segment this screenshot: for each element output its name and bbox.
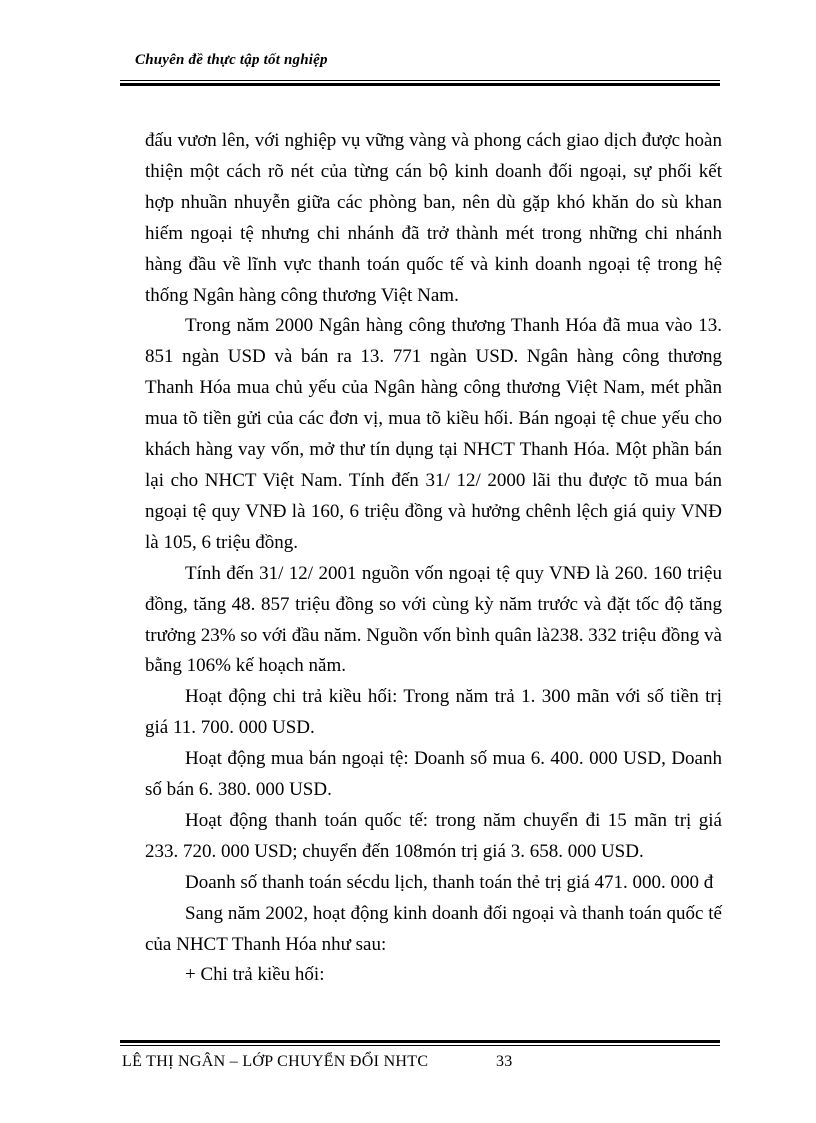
paragraph: Doanh số thanh toán sécdu lịch, thanh toán thẻ trị giá 471. 000. 000 đ	[185, 871, 714, 893]
paragraph: Hoạt động thanh toán quốc tế: trong năm chuyển đi 15 mãn trị giá 233. 720. 000 USD; chuyển đến 108món trị giá 3. 658. 000 USD.	[145, 809, 722, 862]
paragraph: Tính đến 31/ 12/ 2001 nguồn vốn ngoại tệ quy VNĐ là 260. 160 triệu đồng, tăng 48. 857 triệu đồng so với cùng kỳ năm trước và đặt tốc độ tăng trưởng 23% so với đầu năm. Nguồn vốn bình quân là238. 332 triệu đồng và bằng 106% kế hoạch năm.	[145, 562, 722, 677]
footer-rule-thick	[120, 1040, 720, 1043]
footer-author: LÊ THỊ NGÂN – LỚP CHUYỂN ĐỔI NHTC	[122, 1053, 429, 1070]
paragraph: Hoạt động mua bán ngoại tệ: Doanh số mua 6. 400. 000 USD, Doanh số bán 6. 380. 000 USD.	[145, 748, 722, 801]
paragraph: + Chi trả kiều hối:	[185, 964, 325, 986]
header-rule-thick	[120, 83, 720, 86]
paragraph: đấu vươn lên, với nghiệp vụ vững vàng và phong cách giao dịch được hoàn thiện một cách rõ nét của từng cán bộ kinh doanh đối ngoại, sự phối kết hợp nhuần nhuyễn giữa các phòng ban, nên dù gặp khó khăn do sù khan hiếm ngoại tệ nhưng chi nhánh đã trở thành mét trong những chi nhánh hàng đầu về lĩnh vực thanh toán quốc tế và kinh doanh ngoại tệ trong hệ thống Ngân hàng công thương Việt Nam.	[145, 130, 722, 306]
paragraph: Hoạt động chi trả kiều hối: Trong năm trả 1. 300 mãn với số tiền trị giá 11. 700. 000 USD.	[145, 686, 722, 739]
body-text	[145, 126, 722, 991]
footer-rule-thin	[120, 1045, 720, 1046]
page-number: 33	[496, 1053, 513, 1070]
header-rule-thin	[120, 80, 720, 81]
paragraph: Sang năm 2002, hoạt động kinh doanh đối ngoại và thanh toán quốc tế của NHCT Thanh Hóa như sau:	[145, 902, 722, 955]
header-title: Chuyên đề thực tập tốt nghiệp	[135, 52, 328, 68]
paragraph: Trong năm 2000 Ngân hàng công thương Thanh Hóa đã mua vào 13. 851 ngàn USD và bán ra 13. 771 ngàn USD. Ngân hàng công thương Thanh Hóa mua chủ yếu của Ngân hàng công thương Việt Nam, mét phần mua tõ tiền gửi của các đơn vị, mua tõ kiều hối. Bán ngoại tệ chue yếu cho khách hàng vay vốn, mở thư tín dụng tại NHCT Thanh Hóa. Một phần bán lại cho NHCT Việt Nam. Tính đến 31/ 12/ 2000 lãi thu được tõ mua bán ngoại tệ quy VNĐ là 160, 6 triệu đồng và hưởng chênh lệch giá quiy VNĐ là 105, 6 triệu đồng.	[145, 315, 722, 553]
